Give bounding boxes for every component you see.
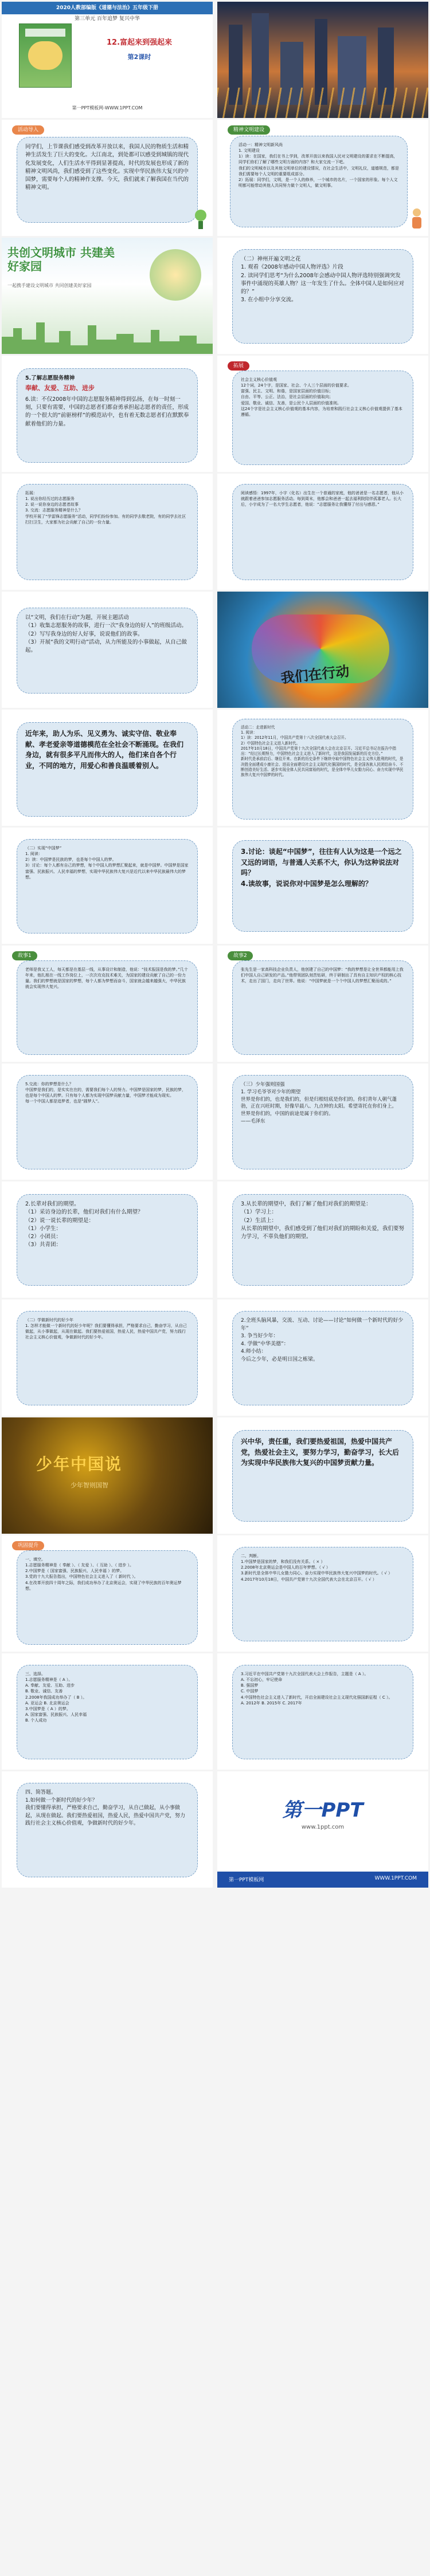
brand-footer-right: WWW.1PPT.COM	[374, 1876, 417, 1881]
section-tag: 精神文明建设	[228, 125, 270, 135]
content-bubble	[232, 484, 413, 580]
brainstorm-text: 2.全班头脑风暴，交流、互动、讨论——讨论“如何做一个新时代的好少年” 3. 争当好少年： 4. 学做“中华美德”： 4.师小结： 今后之少年，必是明日国之栋梁。	[241, 1318, 404, 1362]
slide-activity-spirit[interactable]	[217, 238, 428, 354]
slide-brainstorm[interactable]	[217, 1299, 428, 1416]
content-bubble	[232, 960, 413, 1055]
theme-text: 以“文明，我们在行动”为题，开展主题活动 （1）收集志愿服务的故事，进行一次“我身边的好人”的班级活动。 （2）写写我身边的好人好事，说说他们的故事。 （3）开展“我的文明行动”活动，从力所能及的小事做起，从自己做起。	[25, 615, 187, 653]
brand-url: www.1ppt.com	[301, 1824, 345, 1830]
lesson-period: 第2课时	[127, 53, 151, 61]
spirit-text: （二）神州开遍文明之花 1. 观看《2008年感动中国人物评选》片段 2. 读同学们思考“为什么2008年会感动中国人物评选特别强调突发事件中涌现的英雄人物？这一年发生了什么。全体中国人是如何应对的？” 3. 在小组中分享交流。	[241, 256, 405, 304]
slide-story2[interactable]	[217, 946, 428, 1062]
conclusion-text: 兴中华，责任重，我们要热爱祖国，热爱中国共产党，热爱社会主义，要努力学习，勤奋学习，长大后为实现中华民族伟大复兴的中国梦贡献力量。	[241, 1437, 400, 1467]
slide-exercise-choice[interactable]	[2, 1653, 213, 1770]
skyline-graphic	[2, 314, 213, 354]
short-answer-text: 四、简答题。 1.如何做一个新时代的好少年？ 我们要懂得承担，严格要求自己，勤奋学习，从自己做起，从小事做起，从现在做起。我们要热爱祖国，热爱人民，热爱中国共产党，努力践行社会主义核心价值观，争做新时代的好少年。	[25, 1790, 186, 1826]
lamp-icon	[193, 208, 208, 230]
slide-values[interactable]	[217, 356, 428, 472]
slide-poster[interactable]	[2, 238, 213, 354]
content-bubble	[17, 1783, 198, 1877]
slide-your-dream[interactable]	[2, 1064, 213, 1180]
slide-theme-activity[interactable]	[2, 592, 213, 708]
content-bubble	[232, 719, 413, 820]
volunteer-words: 奉献、友爱、互助、进步	[25, 384, 95, 392]
slide-china-dream[interactable]	[2, 828, 213, 944]
models-text: 近年来，助人为乐、见义勇为、诚实守信、敬业奉献、孝老爱亲等道德模范在全社会不断涌现。在我们身边，就有很多平凡而伟大的人，他们来自各个行业，不同的地方，用爱心和善良温暖着别人。	[25, 730, 184, 770]
slide-youth-china-video[interactable]	[2, 1417, 213, 1534]
values-text: 社会主义核心价值观 12个词，24个字，是国家、社会、个人三个层面的价值要求。 富强、民主、文明、和谐，是国家层面的价值目标； 自由、平等、公正、法治，是社会层面的价值取向； 爱国、敬业、诚信、友善，是公民个人层面的价值准则。 这24个字是社会主义核心价值观的基本内容，为培育和践行社会主义核心价值观提供了基本遵循。	[241, 377, 402, 417]
textbook-cover-image	[19, 23, 72, 88]
elders-text: 2.长辈对我们的期望。 （1）采访身边的长辈，他们对我们有什么期望？ （2）说一说长辈的期望是： （1）小学生： （2）小团员： （3）共青团：	[25, 1201, 143, 1248]
content-bubble	[17, 1311, 198, 1405]
slide-youth[interactable]	[217, 1064, 428, 1180]
action-title: 我们在行动	[280, 663, 350, 687]
new-era-text: 活动二：走进新时代 1. 阅读： 1）读：2012年11月，中国共产党第十八次全国代表大会召开。 2）中国特色社会主义进入新时代。 2017年10月18日，中国共产党第十九次全国代表大会在北京召开。习近平总书记在报告中指出：“经过长期努力，中国特色社会主义进入了新时代，这是我国发展新的历史方位。” 新时代是承前启后、继往开来、在新的历史条件下继续夺取中国特色社会主义伟大胜利的时代，是决胜全面建成小康社会、进而全面建设社会主义现代化强国的时代，是全国各族人民团结奋斗、不断创造美好生活、逐步实现全体人民共同富裕的时代，是全体中华儿女勠力同心、奋力实现中华民族伟大复兴中国梦的时代。	[241, 725, 404, 777]
slide-new-era[interactable]	[217, 710, 428, 826]
slide-action-poster[interactable]	[217, 592, 428, 708]
content-bubble	[232, 840, 413, 932]
judge-text: 二、判断。 1.中国梦是国家的梦，和我们没有关系。（ × ） 2.2008年北京奥运会是中国人的百年梦想。（ √ ） 3.新时代是全体中华儿女勠力同心、奋力实现中华民族伟大复兴中国梦的时代。（ √ ） 4.2017年10月18日，中国共产党第十九次全国代表大会在北京召开。（ √ ）	[241, 1554, 393, 1582]
section-tag: 故事2	[228, 951, 253, 960]
good-youth-text: （二）学做新时代的好少年 1. 怎样才能做一个新时代的好少年呢？我们要懂得承担，严格要求自己，勤奋学习，从自己做起，从小事做起，从现在做起。我们要热爱祖国，热爱人民，热爱中国共产党，努力践行社会主义核心价值观，争做新时代的好少年。	[25, 1318, 187, 1340]
child-figure-icon	[409, 207, 425, 230]
slide-city-photo[interactable]	[217, 2, 428, 118]
civilization-text: 活动一：精神文明新风尚 1. 文明建设 1）读：在国家，我们在书上学到，改革开放以来我国人民对文明建设的要求在不断提高，同学们你们了解了哪些文明方面的内容？和大家交流一下吧。 我们的文明城市以及其他文明单位的建设情况，在社会生活中，文明礼仪，道德规范，都是我们需要每个人文明的重要组成部分。 2）拓展：同学们，文明，是一个人的修养，一个城市的名片，一个国家的形象。每个人文明都可能带动其他人共同努力做个文明人，做文明事。	[239, 143, 399, 188]
section-tag: 故事1	[12, 951, 37, 960]
content-bubble	[232, 1665, 413, 1759]
slide-reading[interactable]	[217, 474, 428, 590]
section-tag: 活动导入	[12, 125, 44, 135]
story1-text: 老师是我又工人，每天都是在基层一线，从事设计和制造，他说：“技术报国是我的梦。”几十年来，他扎根在一线工作岗位上，一次次攻克技术难关，为国家的建设贡献了自己的一份力量。我们的梦想就是国家的梦想，每个人都为梦想而奋斗，国家就会越来越强大，中华民族就会实现伟大复兴。	[25, 967, 188, 990]
choice-text: 三、选择。 1.志愿服务精神是（ A ）。 A. 奉献、友爱、互助、进步 B. 敬业、诚信、友善 2.2008年我国成功举办了（ B ）。 A. 亚运会 B. 北京奥运会 3.中国梦是（ A ）的梦。 A. 国家富强、民族振兴、人民幸福 B. 个人成功	[25, 1672, 87, 1723]
content-bubble	[232, 1547, 413, 1641]
poster-subtitle: 一起携手建设文明城市 共同创建美好家园	[7, 283, 92, 288]
content-bubble	[232, 1194, 413, 1286]
traffic-lights-photo	[217, 88, 428, 118]
cover-footer: 第一PPT模板网-WWW.1PPT.COM	[72, 105, 143, 111]
slide-extend[interactable]	[2, 474, 213, 590]
lesson-title: 12.富起来到强起来	[106, 38, 173, 47]
reading-text: 阅读感悟：1997年，小宇（化名）出生在一个普通的家庭，他的爸爸是一名志愿者，他从小就跟着爸爸参加志愿服务活动。每到周末，他都会和爸爸一起去福利院陪伴孤寡老人。长大后，小宇成为了一名大学生志愿者，他说：“志愿服务让我懂得了付出与感恩。”	[241, 491, 404, 507]
section-tag: 拓展	[228, 361, 249, 371]
dream-text: （二）实现“中国梦” 1. 阅读： 2）读：中国梦是民族的梦，也是每个中国人的梦。 3）讨论：每个人都有自己的梦想，每个中国人的梦想汇聚起来，就是中国梦。中国梦是国家富强、民族振兴、人民幸福的梦想，实现中华民族伟大复兴是近代以来中华民族最伟大的梦想。	[25, 846, 189, 880]
intro-text: 同学们，上节课我们感受到改革开放以来，我国人民的物质生活和精神生活发生了巨大的变化。大江南北，到处都可以感受到城镇的现代化发展变化，人们生活水平得到显著提高，时代的发展也形成了新的精神文明风尚，我们感受到了这些变化。实现中华民族伟大复兴的中国梦，需要每个人的精神作支撑。今天，我们就来了解我国在当代的精神文明。	[25, 144, 189, 191]
content-bubble	[17, 1550, 198, 1645]
volunteer-text: 6.读：不仅2008年中国的志愿服务精神得到弘扬，在每一时刻一刻，只要有需要，中国的志愿者们都奋勇承担起志愿者的责任，形成的一个很大的“前驱榜样”的模范站中，也有着无数志愿者们在默默奉献着他们的力量。	[25, 396, 189, 427]
slide-models[interactable]	[2, 710, 213, 826]
slide-short-answer[interactable]	[2, 1771, 213, 1888]
slide-story1[interactable]	[2, 946, 213, 1062]
cover-unit: 第三单元 百年追梦 复兴中华	[75, 16, 140, 22]
extend-text: 拓展： 1. 说出你经历过的志愿服务 2. 说一说你身边的志愿者故事 3. 交流：志愿服务精神是什么？ 学校开展了“学雷锋志愿服务”活动，同学们纷纷参加。有的同学去敬老院，有的同学去社区打扫卫生，大家都为社会贡献了自己的一份力量。	[25, 491, 186, 525]
slide-brand[interactable]	[217, 1771, 428, 1888]
content-bubble	[230, 136, 408, 227]
choice2-text: 3.习近平在中国共产党第十九次全国代表大会上作报告，主题是（ A ）。 A. 不忘初心，牢记使命 B. 强国梦 C. 中国梦 4.中国特色社会主义进入了新时代，开启全面建设社会主义现代化强国新征程（ C ）。 A. 2012年 B. 2015年 C. 2017年	[241, 1672, 393, 1705]
content-bubble	[17, 484, 198, 580]
volunteer-heading: 5.了解志愿服务精神	[25, 375, 75, 381]
content-bubble	[17, 960, 198, 1055]
slide-discussion[interactable]	[217, 828, 428, 944]
slide-conclusion[interactable]	[217, 1417, 428, 1534]
cover-banner: 2020人教部编版《道德与法治》五年级下册	[56, 5, 159, 11]
brand-footer-left: 第一PPT模板网	[229, 1877, 264, 1883]
youth-china-title: 少年中国说	[36, 1455, 123, 1474]
slide-exercise-judge[interactable]	[217, 1535, 428, 1652]
discussion-text: 3.讨论：谈起“中国梦”，往往有人认为这是一个远之又远的词语，与普通人关系不大，你认为这种说法对吗？ 4.读故事，说说你对中国梦是怎么理解的？	[241, 848, 402, 888]
expect-text: 3.从长辈的期望中，我们了解了他们对我们的期望是： （1）学习上： （2）生活上： 从长辈的期望中，我们感受到了他们对我们的期盼和关爱，我们要努力学习，不辜负他们的期望。	[241, 1201, 405, 1240]
slide-exercise-fill[interactable]	[2, 1535, 213, 1652]
content-bubble	[17, 368, 198, 463]
youth-text: （三）少年强则国强 1. 学习毛爷爷对少年的期望 世界是你们的，也是我们的，但是归根结底是你们的。你们青年人朝气蓬勃，正在兴旺时期，好像早晨八、九点钟的太阳。希望寄托在你们身上。 世界是你们的，中国的前途是属于你们的。 ——毛泽东	[241, 1082, 397, 1124]
youth-china-subtitle: 少年智则国智	[71, 1482, 108, 1489]
brand-logo: 第一PPT	[282, 1799, 363, 1822]
content-bubble	[17, 1194, 198, 1286]
slide-volunteer[interactable]	[2, 356, 213, 472]
slide-elders[interactable]	[2, 1181, 213, 1298]
content-bubble	[17, 722, 198, 817]
content-bubble	[232, 371, 413, 465]
content-bubble	[232, 1430, 413, 1522]
slide-exercise-choice2[interactable]	[217, 1653, 428, 1770]
poster-title: 共创文明城市 共建美好家园	[7, 246, 115, 273]
content-bubble	[17, 1075, 198, 1169]
content-bubble	[232, 1311, 413, 1405]
slide-good-youth[interactable]	[2, 1299, 213, 1416]
fill-text: 一、填空。 1.志愿服务精神是（ 奉献 ）、（ 友爱 ）、（ 互助 ）、（ 进步 ）。 2.中国梦是（ 国家富强、民族振兴、人民幸福 ）的梦。 3.党的十九大报告指出，中国特色社会主义进入了（ 新时代 ）。 4.在改革开放四十周年之际，我们成功举办了北京奥运会，实现了中华民族的百年奥运梦想。	[25, 1557, 182, 1591]
content-bubble	[17, 1665, 198, 1759]
section-tag: 巩固提升	[12, 1541, 44, 1550]
slide-elders-expect[interactable]	[217, 1181, 428, 1298]
content-bubble	[17, 608, 198, 694]
content-bubble	[232, 1075, 413, 1169]
content-bubble	[17, 137, 198, 223]
content-bubble	[17, 839, 198, 933]
slide-intro[interactable]	[2, 120, 213, 236]
story2-text: 张先生是一家高科技企业负责人，他创建了自己的中国梦：“我的梦想是让全世界都能用上我们中国人自己研发的产品。”他带领团队刻苦钻研，终于研制出了具有自主知识产权的核心技术，走出了国门，走向了世界。他说：“中国梦就是一个个中国人的梦想汇聚而成的。”	[241, 967, 404, 984]
slide-civilization[interactable]	[217, 120, 428, 236]
your-dream-text: 5.交流：你的梦想是什么？ 中国梦是我们的，是实实在在的，需要我们每个人的努力。中国梦是国家的梦，民族的梦，也是每个中国人的梦。只有每个人都为实现中国梦贡献力量，中国梦才能成为现实。 每一个中国人都是追梦者，也是“圆梦人”。	[25, 1082, 186, 1104]
brand-footer-bar	[217, 1872, 428, 1888]
globe-graphic	[150, 249, 201, 301]
content-bubble	[232, 249, 413, 344]
slide-cover[interactable]	[2, 2, 213, 118]
